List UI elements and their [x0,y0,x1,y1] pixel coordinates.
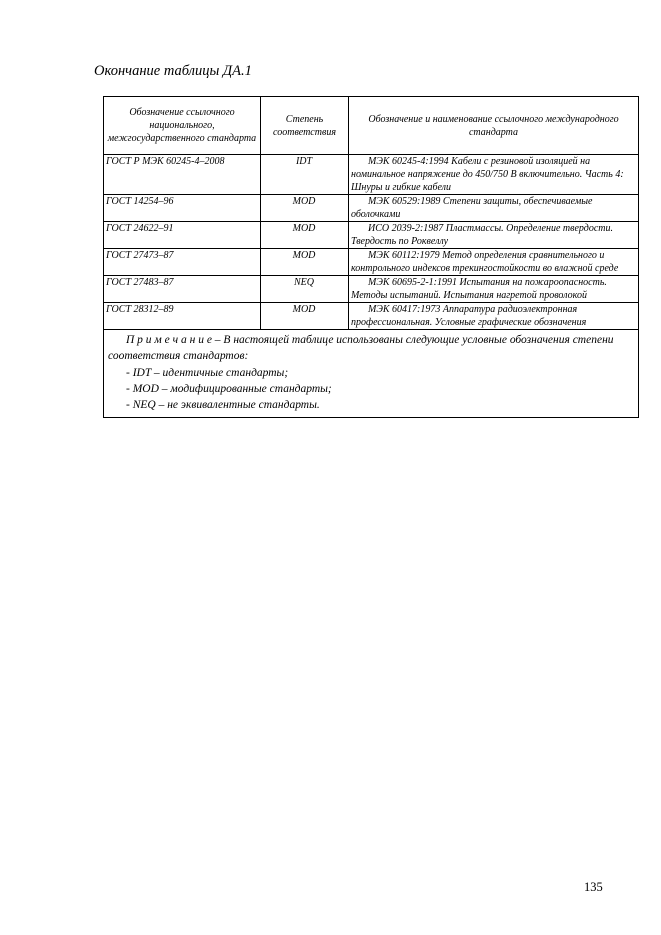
note-intro-text: – В настоящей таблице использованы следующие условные обозначения степени соответствия стандартов: [108,334,614,363]
table-row [104,195,639,222]
table-note [104,330,639,418]
note-item-idt: - IDT – идентичные стандарты; [126,366,289,379]
note-intro-line [108,332,634,365]
table-row [104,303,639,330]
degree-cell: NEQ [261,276,349,303]
header-national-standard: Обозначение ссылочного национального, межгосударственного стандарта [104,97,261,155]
national-standard-cell: ГОСТ 14254–96 [104,195,261,222]
header-degree-of-conformity: Степень соответствия [261,97,349,155]
international-standard-cell: МЭК 60417:1973 Аппаратура радиоэлектронная профессиональная. Условные графические обозначения [349,303,639,330]
national-standard-cell: ГОСТ 28312–89 [104,303,261,330]
note-item-mod: - MOD – модифицированные стандарты; [126,382,332,395]
table-row [104,155,639,195]
table-caption: Окончание таблицы ДА.1 [94,63,252,79]
table-row [104,276,639,303]
national-standard-cell: ГОСТ 27483–87 [104,276,261,303]
international-standard-cell: ИСО 2039-2:1987 Пластмассы. Определение твердости. Твердость по Роквеллу [349,222,639,249]
page-number: 135 [584,880,603,894]
degree-cell: MOD [261,303,349,330]
international-standard-cell: МЭК 60695-2-1:1991 Испытания на пожароопасность. Методы испытаний. Испытания нагретой проволокой [349,276,639,303]
national-standard-cell: ГОСТ Р МЭК 60245-4–2008 [104,155,261,195]
degree-cell: MOD [261,249,349,276]
table-row [104,222,639,249]
table-note-row [104,330,639,418]
degree-cell: IDT [261,155,349,195]
degree-cell: MOD [261,222,349,249]
international-standard-cell: МЭК 60529:1989 Степени защиты, обеспечиваемые оболочками [349,195,639,222]
table-header-row [104,97,639,155]
international-standard-cell: МЭК 60245-4:1994 Кабели с резиновой изоляцией на номинальное напряжение до 450/750 В включительно. Часть 4: Шнуры и гибкие кабели [349,155,639,195]
table-row [104,249,639,276]
national-standard-cell: ГОСТ 24622–91 [104,222,261,249]
header-international-standard: Обозначение и наименование ссылочного международного стандарта [349,97,639,155]
reference-standards-table [103,96,639,418]
note-label: П р и м е ч а н и е [126,334,212,346]
national-standard-cell: ГОСТ 27473–87 [104,249,261,276]
international-standard-cell: МЭК 60112:1979 Метод определения сравнительного и контрольного индексов трекингостойкости во влажной среде [349,249,639,276]
degree-cell: MOD [261,195,349,222]
note-item-neq: - NEQ – не эквивалентные стандарты. [126,399,320,412]
